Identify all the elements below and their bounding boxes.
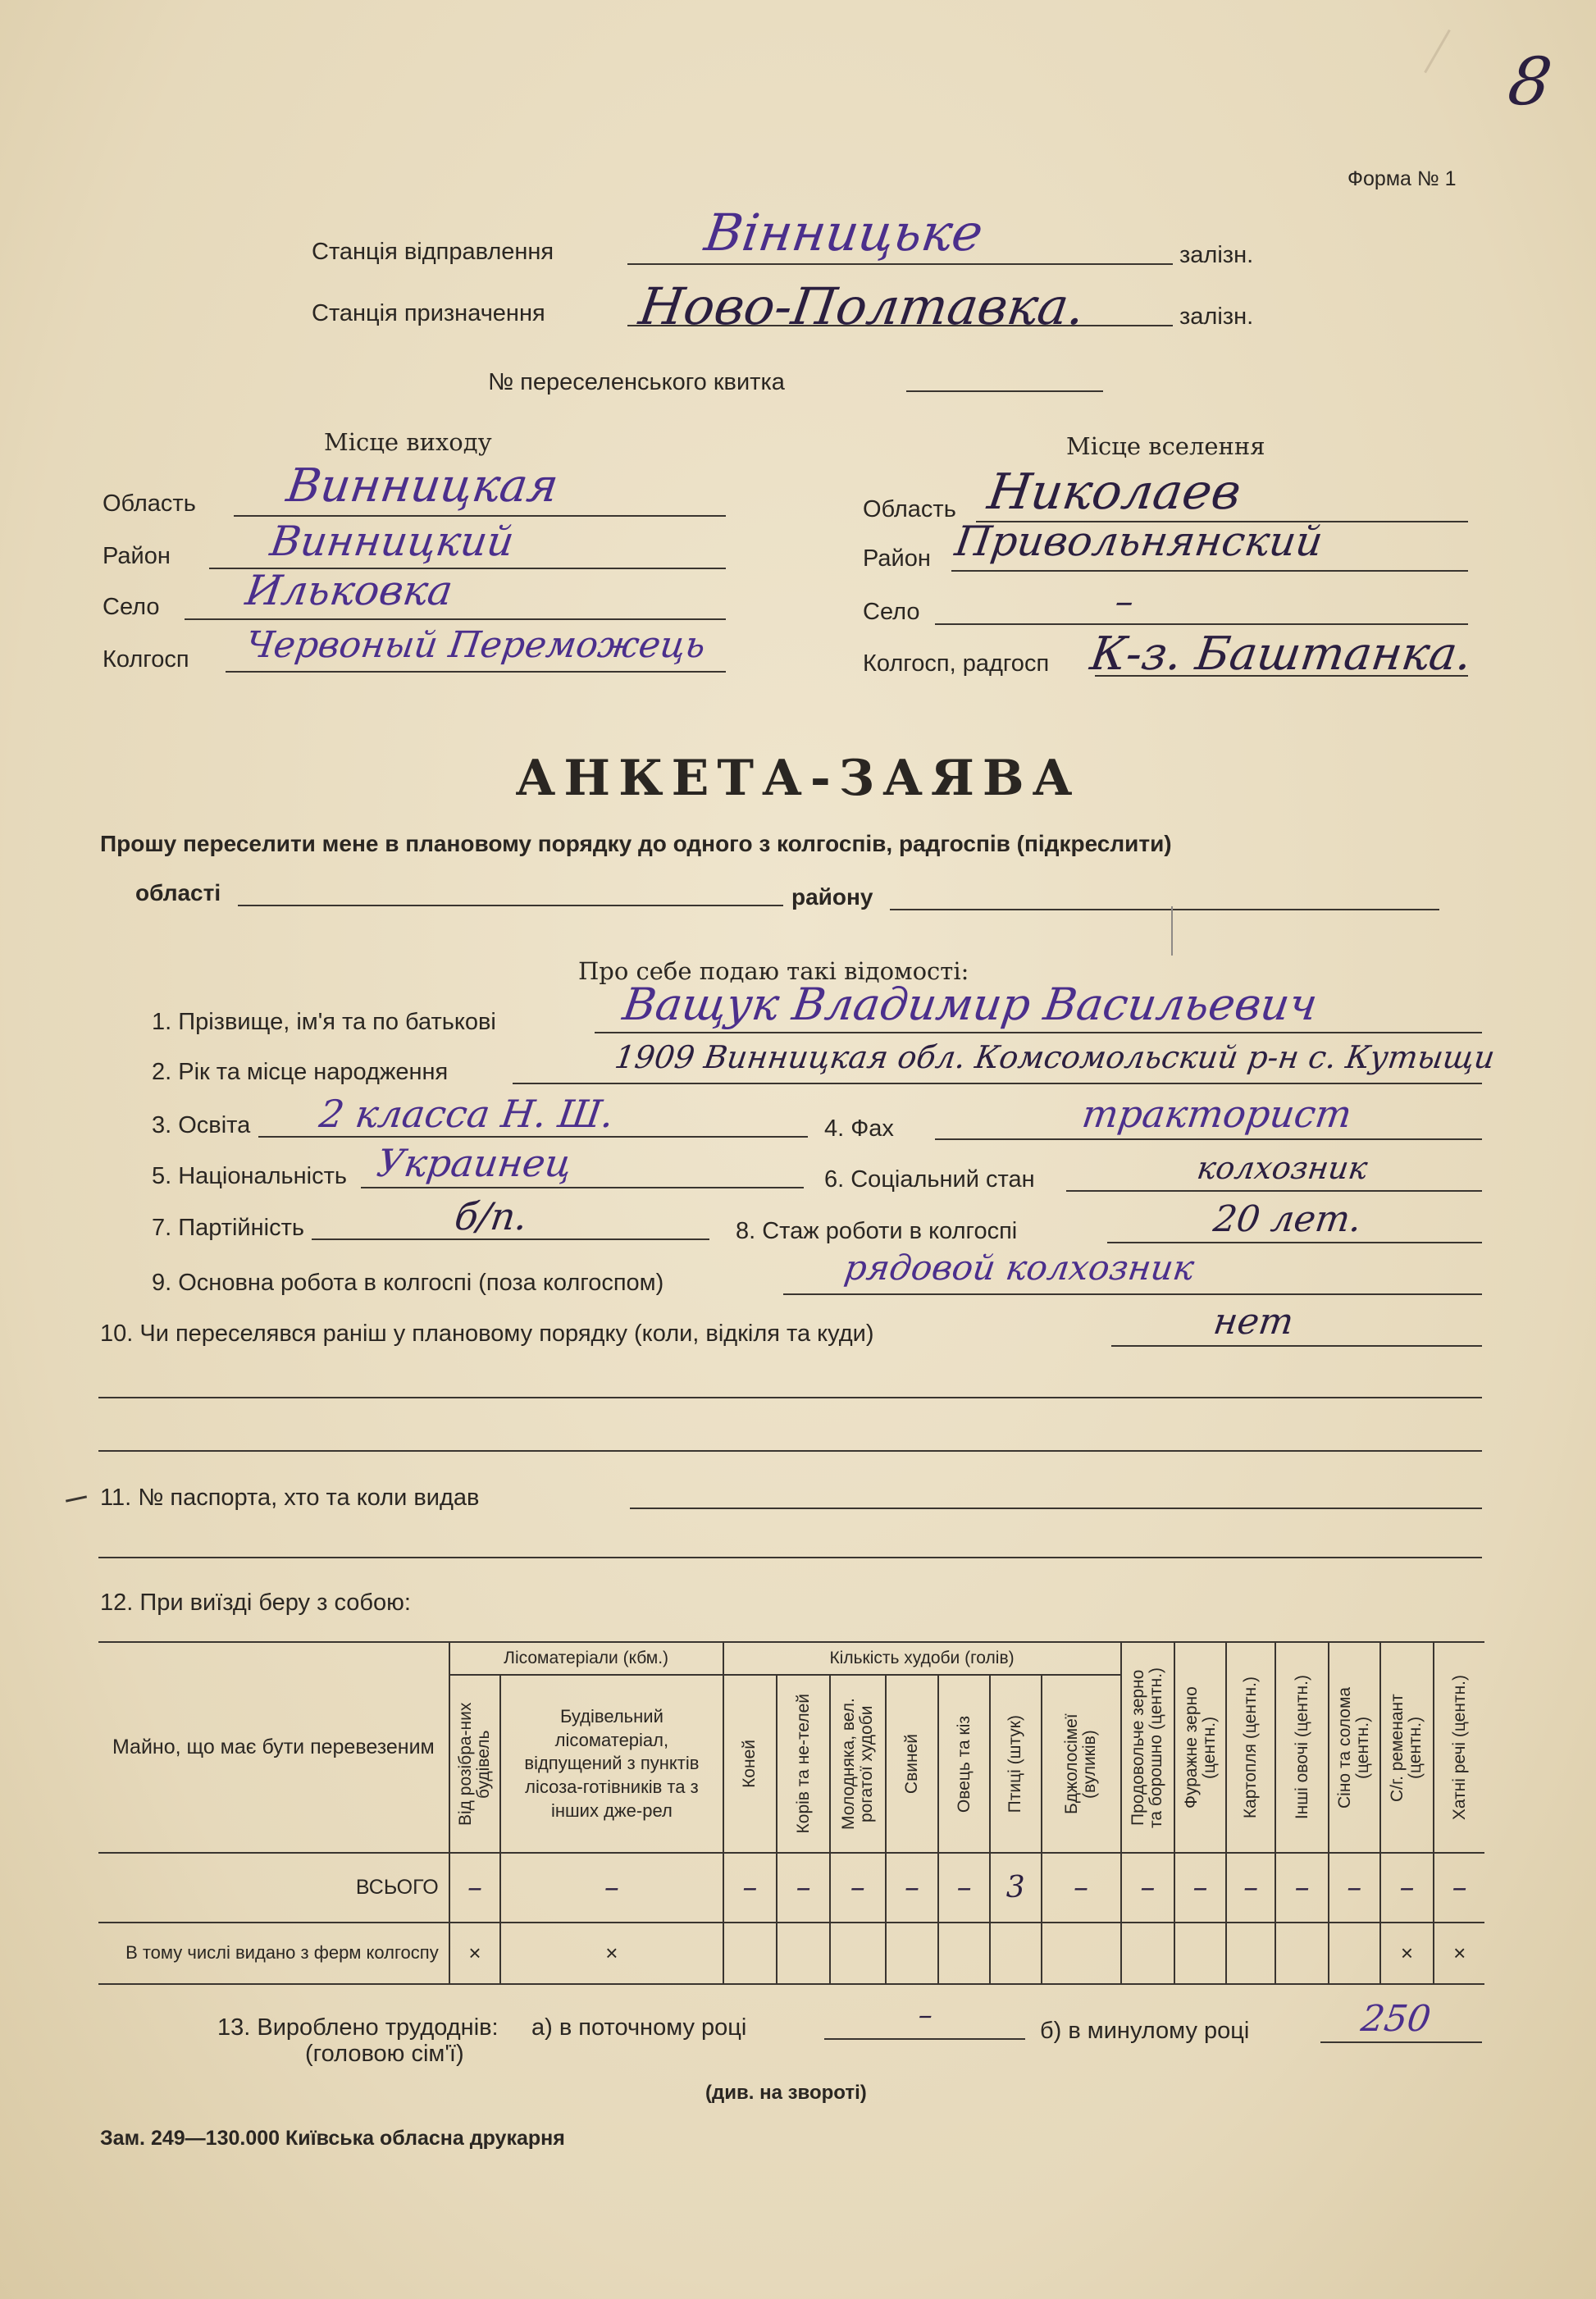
departure-value: Вінницьке bbox=[700, 203, 987, 262]
field1-line bbox=[595, 1032, 1482, 1033]
table-cell: – bbox=[1380, 1853, 1434, 1923]
field9-label: 9. Основна робота в колгоспі (поза колгоспом) bbox=[152, 1270, 664, 1296]
field4-line bbox=[935, 1138, 1482, 1140]
col-header-cows: Корів та не-телей bbox=[777, 1675, 830, 1853]
col-header-food-grain: Продовольче зерно та борошно (центн.) bbox=[1121, 1642, 1175, 1853]
field12-label: 12. При виїзді беру з собою: bbox=[100, 1590, 411, 1616]
info-heading: Про себе подаю такі відомості: bbox=[578, 957, 969, 985]
field5-value: Украинец bbox=[374, 1141, 575, 1185]
table-cell bbox=[1042, 1923, 1121, 1984]
document-title: АНКЕТА-ЗАЯВА bbox=[515, 750, 1081, 807]
field4-value: тракторист bbox=[1079, 1092, 1355, 1136]
table-cell: – bbox=[500, 1853, 723, 1923]
col-header-household: Хатні речі (центн.) bbox=[1434, 1642, 1484, 1853]
table-cell bbox=[990, 1923, 1042, 1984]
origin-kolhosp-line bbox=[226, 671, 726, 673]
field9-value: рядовой колхозник bbox=[841, 1248, 1197, 1288]
departure-label: Станція відправлення bbox=[312, 239, 554, 265]
table-cell: – bbox=[1121, 1853, 1175, 1923]
col-header-young-cattle: Молодняка, вел. рогатої худоби bbox=[830, 1675, 886, 1853]
corner-pencil-mark bbox=[1424, 30, 1515, 110]
form-number: Форма № 1 bbox=[1347, 167, 1457, 190]
field2-value: 1909 Винницкая обл. Комсомольский р-н с. Кутыщи bbox=[612, 1039, 1498, 1075]
workdays-current-value: – bbox=[916, 1999, 935, 2032]
luggage-table bbox=[98, 1641, 1484, 1985]
settlement-kolhosp-value: К-з. Баштанка. bbox=[1087, 627, 1475, 681]
table-cell bbox=[1174, 1923, 1226, 1984]
settlement-raion-line bbox=[951, 570, 1468, 572]
printer-imprint: Зам. 249—130.000 Київська обласна друкарня bbox=[100, 2127, 565, 2150]
settlement-raion-value: Привольнянский bbox=[951, 518, 1326, 565]
table-cell bbox=[777, 1923, 830, 1984]
field5-line bbox=[361, 1187, 804, 1188]
settlement-raion-label: Район bbox=[863, 545, 931, 572]
origin-kolhosp-value: Червоный Переможець bbox=[243, 624, 709, 666]
departure-rail-suffix: залізн. bbox=[1179, 242, 1254, 268]
table-cell: – bbox=[1226, 1853, 1276, 1923]
table-row-total bbox=[98, 1853, 1484, 1923]
table-cell bbox=[723, 1923, 777, 1984]
group-header-timber: Лісоматеріали (кбм.) bbox=[449, 1642, 723, 1675]
col-header-poultry: Птиці (штук) bbox=[990, 1675, 1042, 1853]
field11-extra-line bbox=[98, 1557, 1482, 1558]
vertical-pencil-stroke bbox=[1171, 906, 1173, 956]
request-oblast-label: області bbox=[135, 880, 221, 905]
table-cell bbox=[1329, 1923, 1380, 1984]
corner-number: 8 bbox=[1503, 43, 1557, 120]
table-cell bbox=[830, 1923, 886, 1984]
destination-value: Ново-Полтавка. bbox=[635, 276, 1089, 336]
table-cell bbox=[1121, 1923, 1175, 1984]
col-header-fodder: Фуражне зерно (центн.) bbox=[1174, 1642, 1226, 1853]
origin-selo-line bbox=[185, 618, 726, 620]
field3-line bbox=[258, 1136, 808, 1138]
field7-label: 7. Партійність bbox=[152, 1215, 304, 1241]
settlement-selo-line bbox=[935, 623, 1468, 625]
workdays-previous-value: 250 bbox=[1358, 1998, 1434, 2040]
field8-line bbox=[1107, 1242, 1482, 1243]
table-cell: – bbox=[1042, 1853, 1121, 1923]
ticket-line bbox=[906, 390, 1103, 392]
table-cell: – bbox=[449, 1853, 501, 1923]
col-header-property: Майно, що має бути перевезеним bbox=[98, 1642, 449, 1853]
origin-raion-label: Район bbox=[103, 543, 171, 569]
workdays-sub: (головою сім'ї) bbox=[305, 2041, 464, 2067]
destination-rail-suffix: залізн. bbox=[1179, 303, 1254, 330]
table-cell: × bbox=[500, 1923, 723, 1984]
table-cell: – bbox=[830, 1853, 886, 1923]
request-raion-line bbox=[890, 909, 1439, 910]
table-cell: 3 bbox=[990, 1853, 1042, 1923]
group-header-livestock: Кількість худоби (голів) bbox=[723, 1642, 1121, 1675]
table-cell: × bbox=[1434, 1923, 1484, 1984]
col-header-potatoes: Картопля (центн.) bbox=[1226, 1642, 1276, 1853]
field8-value: 20 лет. bbox=[1211, 1198, 1365, 1240]
col-header-horses: Коней bbox=[723, 1675, 777, 1853]
row-total-label: ВСЬОГО bbox=[98, 1853, 449, 1923]
field7-value: б/п. bbox=[452, 1194, 531, 1238]
field3-label: 3. Освіта bbox=[152, 1112, 251, 1138]
table-cell: – bbox=[1434, 1853, 1484, 1923]
origin-oblast-line bbox=[234, 515, 726, 517]
col-header-hay: Сіно та солома (центн.) bbox=[1329, 1642, 1380, 1853]
table-cell: – bbox=[938, 1853, 990, 1923]
table-cell: × bbox=[1380, 1923, 1434, 1984]
field2-line bbox=[513, 1083, 1482, 1084]
table-cell bbox=[886, 1923, 939, 1984]
table-cell: – bbox=[886, 1853, 939, 1923]
field10-label: 10. Чи переселявся раніш у плановому порядку (коли, відкіля та куди) bbox=[100, 1321, 874, 1347]
workdays-previous-label: б) в минулому році bbox=[1040, 2018, 1250, 2044]
table-cell bbox=[1226, 1923, 1276, 1984]
origin-selo-value: Ильковка bbox=[242, 567, 456, 614]
origin-kolhosp-label: Колгосп bbox=[103, 646, 189, 673]
origin-raion-value: Винницкий bbox=[267, 518, 518, 565]
origin-oblast-label: Область bbox=[103, 490, 196, 517]
field10-value: нет bbox=[1211, 1301, 1297, 1343]
col-header-vegetables: Інші овочі (центн.) bbox=[1275, 1642, 1329, 1853]
field5-label: 5. Національність bbox=[152, 1163, 348, 1189]
col-header-sheep: Овець та кіз bbox=[938, 1675, 990, 1853]
table-cell bbox=[938, 1923, 990, 1984]
field6-value: колхозник bbox=[1194, 1150, 1370, 1186]
origin-oblast-value: Винницкая bbox=[283, 459, 562, 513]
origin-heading: Місце виходу bbox=[324, 428, 492, 456]
col-header-bees: Бджолосімеї (вуликів) bbox=[1042, 1675, 1121, 1853]
col-header-dismantled: Від розібра-них будівель bbox=[449, 1675, 501, 1853]
field6-label: 6. Соціальний стан bbox=[824, 1166, 1035, 1193]
field1-label: 1. Прізвище, ім'я та по батькові bbox=[152, 1009, 496, 1035]
field2-label: 2. Рік та місце народження bbox=[152, 1059, 449, 1085]
workdays-previous-line bbox=[1320, 2041, 1482, 2043]
table-cell bbox=[1275, 1923, 1329, 1984]
field10-extra-line-1 bbox=[98, 1397, 1482, 1398]
field9-line bbox=[783, 1293, 1482, 1295]
col-header-equipment: С/г. ременант (центн.) bbox=[1380, 1642, 1434, 1853]
table-cell: × bbox=[449, 1923, 501, 1984]
settlement-selo-label: Село bbox=[863, 599, 920, 625]
workdays-current-line bbox=[824, 2038, 1025, 2040]
row-farm-label: В тому числі видано з ферм колгоспу bbox=[98, 1923, 449, 1984]
field7-line bbox=[312, 1238, 709, 1240]
field1-value: Ващук Владимир Васильевич bbox=[619, 978, 1321, 1030]
ticket-label: № переселенського квитка bbox=[488, 369, 785, 395]
field8-label: 8. Стаж роботи в колгоспі bbox=[736, 1218, 1018, 1244]
request-oblast-line bbox=[238, 905, 783, 906]
table-cell: – bbox=[1174, 1853, 1226, 1923]
table-cell: – bbox=[777, 1853, 830, 1923]
field3-value: 2 класса Н. Ш. bbox=[317, 1092, 617, 1136]
see-back-note: (див. на звороті) bbox=[705, 2082, 867, 2104]
field11-line bbox=[630, 1508, 1482, 1509]
col-header-timber-issued: Будівельний лісоматеріал, відпущений з пунктів лісоза-готівників та з інших дже-рел bbox=[500, 1675, 723, 1853]
request-line: Прошу переселити мене в плановому порядку до одного з колгоспів, радгоспів (підкреслити) bbox=[100, 831, 1172, 856]
origin-selo-label: Село bbox=[103, 594, 160, 620]
settlement-oblast-label: Область bbox=[863, 496, 956, 522]
settlement-heading: Місце вселення bbox=[1066, 432, 1265, 460]
field6-line bbox=[1066, 1190, 1482, 1192]
table-row-farm bbox=[98, 1923, 1484, 1984]
col-header-pigs: Свиней bbox=[886, 1675, 939, 1853]
workdays-current-label: а) в поточному році bbox=[531, 2014, 747, 2041]
workdays-label: 13. Вироблено трудоднів: bbox=[217, 2014, 499, 2041]
field11-label: 11. № паспорта, хто та коли видав bbox=[100, 1485, 480, 1511]
settlement-oblast-value: Николаев bbox=[984, 463, 1245, 521]
table-cell: – bbox=[723, 1853, 777, 1923]
settlement-selo-value: – bbox=[1112, 581, 1137, 623]
field10-line bbox=[1111, 1345, 1482, 1347]
margin-tick-mark bbox=[66, 1495, 87, 1502]
departure-line bbox=[627, 263, 1173, 265]
request-raion-label: району bbox=[791, 884, 873, 910]
settlement-kolhosp-label: Колгосп, радгосп bbox=[863, 650, 1050, 677]
field4-label: 4. Фах bbox=[824, 1115, 894, 1142]
table-cell: – bbox=[1275, 1853, 1329, 1923]
destination-label: Станція призначення bbox=[312, 300, 545, 326]
table-cell: – bbox=[1329, 1853, 1380, 1923]
field10-extra-line-2 bbox=[98, 1450, 1482, 1452]
